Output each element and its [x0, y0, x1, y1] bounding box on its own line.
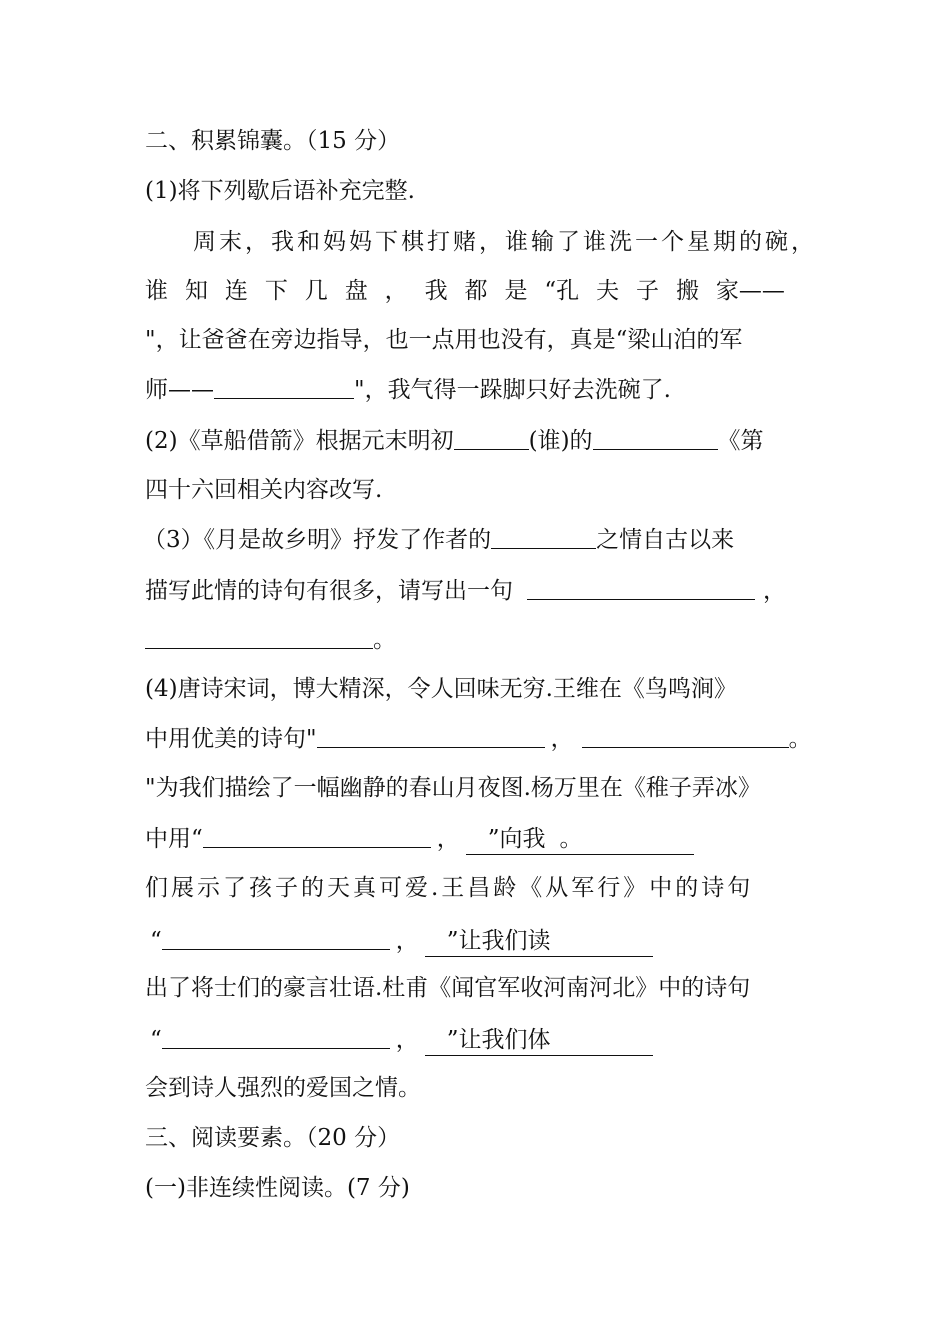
- q4-line6: [150, 925, 840, 957]
- section3-sub: (一)非连续性阅读。(7 分): [145, 1175, 410, 1201]
- section3-heading: 三、阅读要素。（20 分）: [145, 1125, 401, 1151]
- q1-line4-start: 师——: [145, 377, 214, 403]
- blank-field[interactable]: [203, 823, 431, 848]
- blank-field[interactable]: [527, 575, 755, 600]
- q4-l8-c: ”让我们体: [446, 1027, 551, 1053]
- q4-l4-c: ”向我: [487, 826, 546, 852]
- q3-part-d: ，: [763, 578, 786, 604]
- q1-line1: 周末，我和妈妈下棋打赌，谁输了谁洗一个星期的碗，: [193, 229, 817, 255]
- q4-l4-underlined: [466, 824, 694, 855]
- q1-line4: [145, 374, 835, 405]
- q4-l8-b: ，: [395, 1027, 419, 1053]
- q4-l6-b: ，: [395, 928, 419, 954]
- q2-part-a: (2)《草船借箭》根据元末明初: [145, 428, 454, 454]
- blank-field[interactable]: [162, 1024, 390, 1049]
- q1-char: 是: [504, 278, 528, 304]
- q4-line3: "为我们描绘了一幅幽静的春山月夜图.杨万里在《稚子弄冰》: [145, 775, 761, 801]
- blank-field[interactable]: [162, 925, 390, 950]
- q3-line1: [143, 524, 833, 555]
- blank-field[interactable]: [145, 624, 373, 649]
- q4-l6-a: “: [150, 928, 162, 954]
- blank-field[interactable]: [214, 374, 354, 399]
- q1-char: 几: [304, 278, 328, 304]
- blank-field[interactable]: [593, 425, 718, 450]
- q3-part-b: 之情自古以来: [596, 527, 735, 553]
- q3-part-a: （3）《月是故乡明》抒发了作者的: [143, 527, 492, 553]
- q1-char: 连: [224, 278, 248, 304]
- q4-l6-c: ”让我们读: [446, 928, 551, 954]
- q1-char: 家——: [715, 278, 785, 304]
- q1-char: 知: [184, 278, 208, 304]
- q1-char: 搬: [675, 278, 699, 304]
- q4-l2-b: ，: [550, 726, 574, 752]
- q1-line4-end: "，我气得一跺脚只好去洗碗了.: [354, 377, 671, 403]
- q4-line9: 会到诗人强烈的爱国之情。: [145, 1075, 421, 1101]
- q1-line3: "，让爸爸在旁边指导，也一点用也没有，真是“梁山泊的军: [145, 327, 743, 353]
- q4-l4-a: 中用“: [145, 826, 203, 852]
- q4-line8: [150, 1024, 840, 1056]
- q1-char: 下: [264, 278, 288, 304]
- q4-l4-b: ，: [436, 826, 460, 852]
- q4-line2: [145, 723, 835, 754]
- q4-l8-underlined: [425, 1025, 653, 1056]
- q1-char: ，: [384, 278, 408, 304]
- q1-char: 都: [464, 278, 488, 304]
- section2-heading: 二、积累锦囊。（15 分）: [145, 128, 401, 154]
- q3-part-c: 描写此情的诗句有很多，请写出一句: [145, 578, 513, 604]
- q4-line7: 出了将士们的豪言壮语.杜甫《闻官军收河南河北》中的诗句: [145, 975, 751, 1001]
- blank-field[interactable]: [454, 425, 529, 450]
- q4-line4: [145, 823, 835, 855]
- q1-char: 谁: [145, 278, 168, 304]
- q2-line1: [145, 425, 835, 456]
- q4-l8-a: “: [150, 1027, 162, 1053]
- blank-field[interactable]: [582, 723, 789, 748]
- q1-char: “孔: [544, 278, 580, 304]
- q3-part-e: 。: [373, 627, 396, 653]
- q3-line2: [145, 575, 835, 606]
- blank-field[interactable]: [491, 524, 596, 549]
- q1-prompt: (1)将下列歇后语补充完整.: [145, 178, 415, 204]
- q1-char: 盘: [344, 278, 368, 304]
- q1-char: 子: [636, 278, 660, 304]
- q2-part-c: 《第: [717, 428, 764, 454]
- q4-line1: (4)唐诗宋词，博大精深，令人回味无穷.王维在《鸟鸣涧》: [145, 676, 737, 702]
- q1-line2: [145, 276, 785, 306]
- q4-l2-a: 中用优美的诗句": [145, 726, 317, 752]
- q4-l2-c: 。: [788, 726, 812, 752]
- q1-char: 夫: [596, 278, 620, 304]
- q4-l4-d: 。: [559, 826, 583, 852]
- blank-field[interactable]: [317, 723, 545, 748]
- q4-l6-underlined: [425, 926, 653, 957]
- q2-part-b: (谁)的: [528, 428, 593, 454]
- q1-char: 我: [424, 278, 448, 304]
- q2-line2: 四十六回相关内容改写.: [145, 477, 383, 503]
- q3-line3: [145, 624, 835, 655]
- q4-line5: 们展示了孩子的天真可爱.王昌龄《从军行》中的诗句: [145, 875, 754, 901]
